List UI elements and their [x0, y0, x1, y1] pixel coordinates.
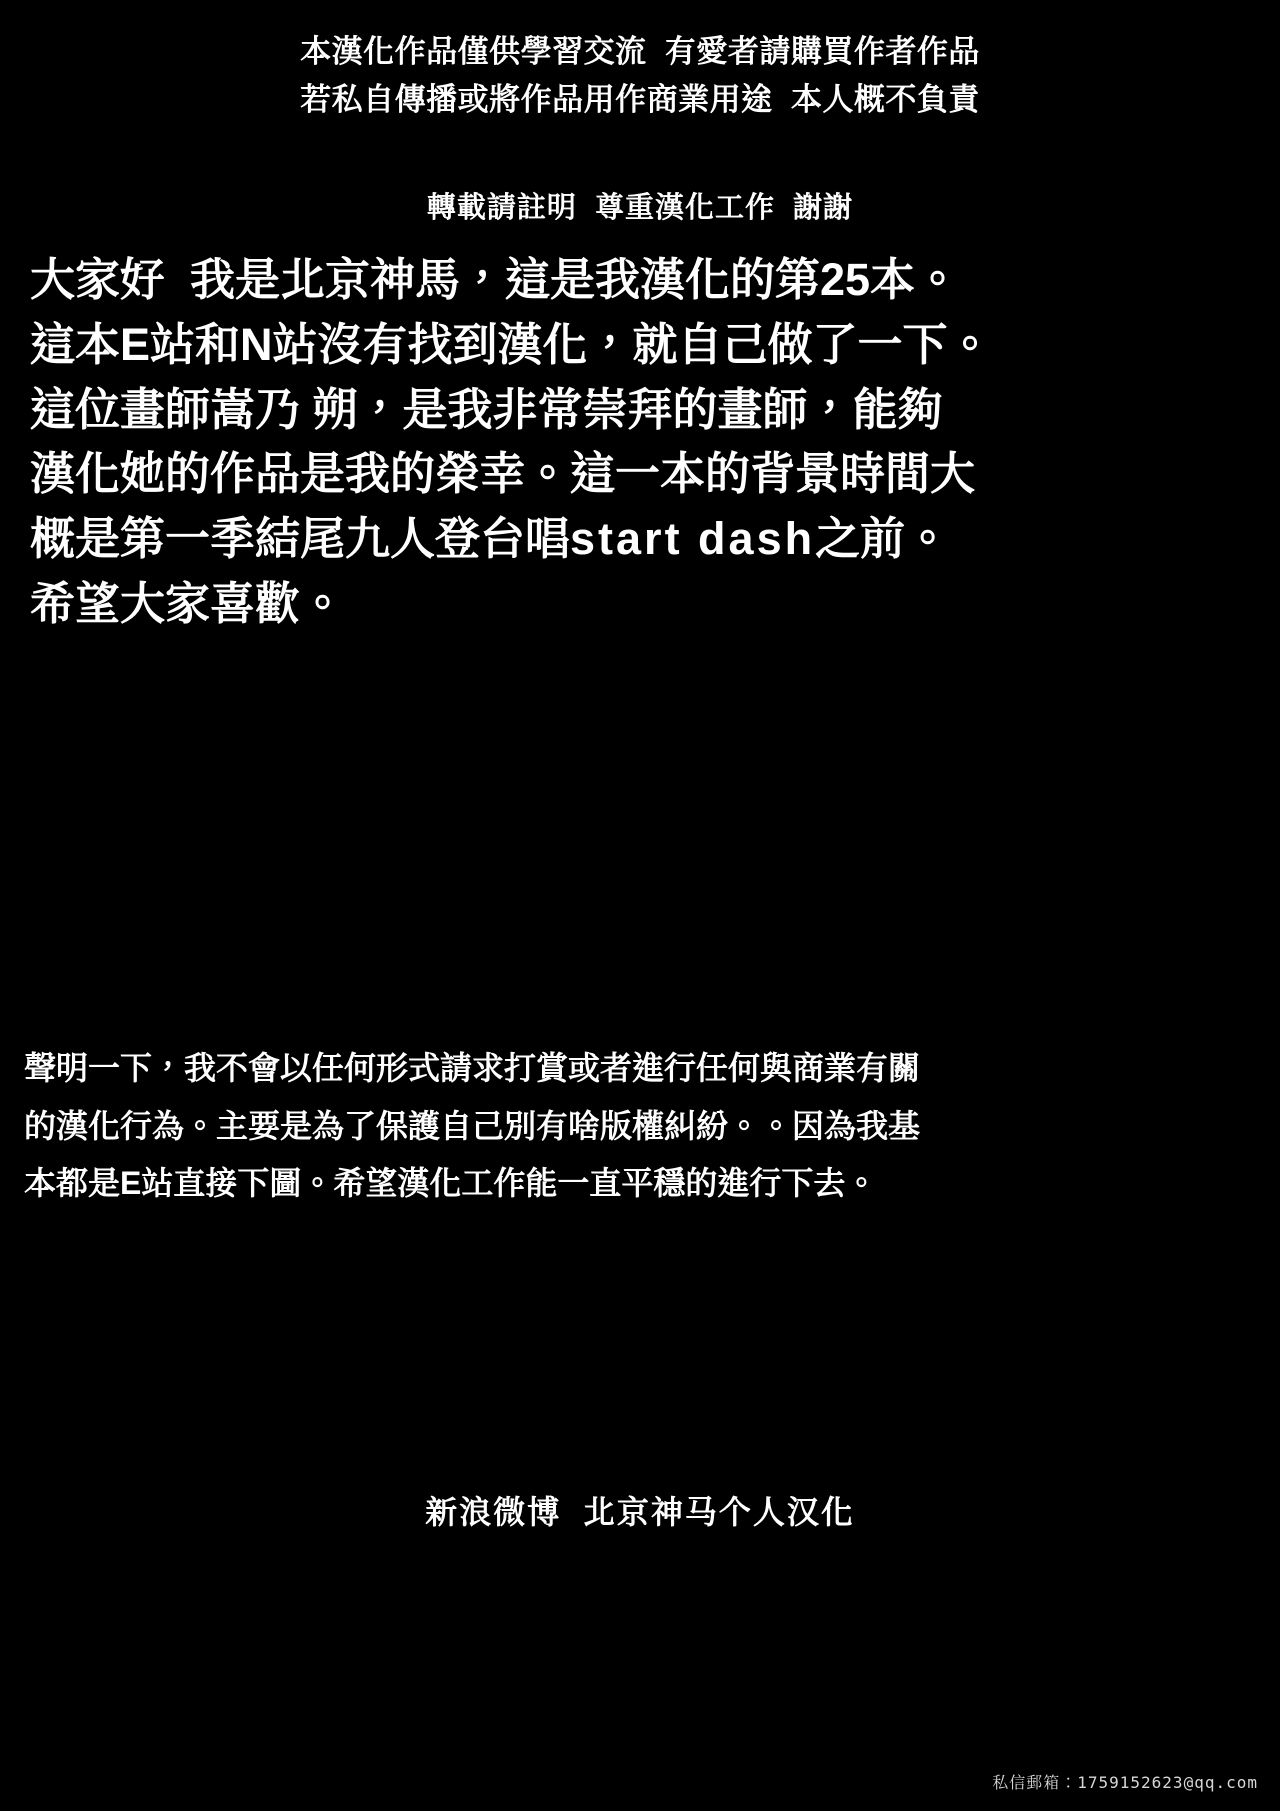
message-line-5-suffix: 之前。 — [815, 513, 951, 565]
statement-line-3: 本都是E站直接下圖。希望漢化工作能一直平穩的進行下去。 — [24, 1165, 878, 1202]
contact-email: 私信郵箱：1759152623@qq.com — [992, 1773, 1258, 1792]
statement-block — [24, 1040, 1259, 1213]
translator-message — [30, 248, 1250, 637]
message-line-5 — [30, 507, 1250, 572]
statement-line-1: 聲明一下，我不會以任何形式請求打賞或者進行任何與商業有關 — [24, 1050, 921, 1086]
weibo-credit: 新浪微博 北京神马个人汉化 — [425, 1494, 855, 1530]
message-line-5-prefix: 概是第一季結尾九人登台唱 — [30, 513, 571, 565]
repost-note: 轉載請註明 尊重漢化工作 謝謝 — [426, 192, 854, 224]
song-title: start dash — [570, 513, 816, 565]
message-line-4: 漢化她的作品是我的榮幸。這一本的背景時間大 — [30, 448, 976, 500]
disclaimer-line-1: 本漢化作品僅供學習交流 有愛者請購買作者作品 — [300, 34, 980, 69]
statement-line-2: 的漢化行為。主要是為了保護自己別有啥版權糾紛。。因為我基 — [24, 1107, 921, 1144]
disclaimer-line-2: 若私自傳播或將作品用作商業用途 本人概不負責 — [300, 82, 980, 118]
message-line-6: 希望大家喜歡。 — [30, 577, 346, 629]
message-line-2: 這本E站和N站沒有找到漢化，就自己做了一下。 — [30, 318, 993, 370]
message-line-1: 大家好 我是北京神馬，這是我漢化的第25本。 — [30, 254, 961, 305]
message-line-3: 這位畫師嵩乃 朔，是我非常崇拜的畫師，能夠 — [30, 383, 943, 435]
disclaimer-block — [0, 28, 1280, 124]
